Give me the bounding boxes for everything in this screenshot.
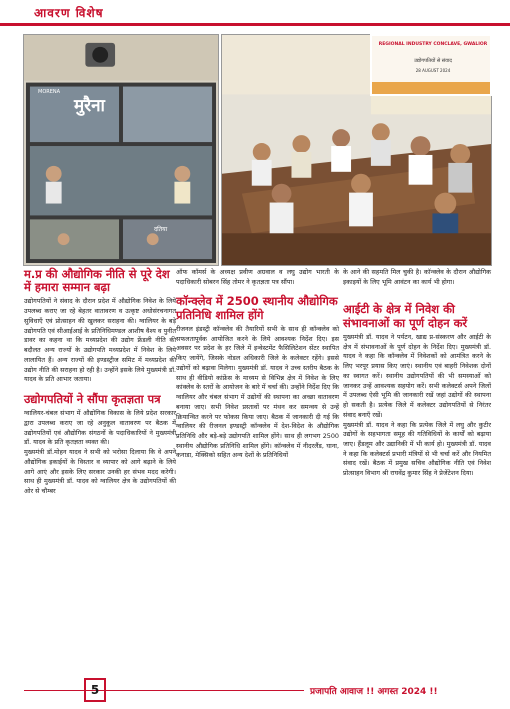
article-column-2 xyxy=(176,268,339,461)
screen-bottom-label: दतिया xyxy=(154,226,168,233)
paragraph-continued: ऑफ कॉमर्स के अध्यक्ष प्रवीण अग्रवाल व लघु उद्योग भारती के पदाधिकारी सोबरन सिंह तोमर ने कृतज्ञता पत्र सौंपा। xyxy=(176,268,339,286)
paragraph-it-investment: मुख्यमंत्री डॉ. यादव ने पर्यटन, खाद्य प्र-संस्करण और आईटी के क्षेत्र में संभावनाओं के पूर्ण दोहन के निर्देश दिए। मुख्यमंत्री डॉ. यादव ने कहा कि कॉन्क्लेव में निवेशकों को आमंत्रित करने के लिए भरपूर प्रयास किए जाएं। स्थानीय एवं बाहरी निवेशक दोनों का स्वागत करें। स्थानीय उद्योगपतियों की भी समस्याओं को जानकर उन्हें आवश्यक सहयोग करें। सभी कलेक्टर्स अपने जिलों में उपलब्ध ऐसी भूमि की जानकारी रखें जहां उद्योगों की स्थापना हो सकती है। प्रत्येक जिले में कलेक्टर उद्योगपतियों से निरंतर संवाद बनाएँ रखें। xyxy=(343,332,491,419)
heading-it-investment: आईटी के क्षेत्र में निवेश की संभावनाओं का पूर्ण दोहन करें xyxy=(343,302,468,330)
screen-city-label: मुरैना xyxy=(74,96,105,116)
paragraph-small-industries: मुख्यमंत्री डॉ. यादव ने कहा कि प्रत्येक जिले में लघु और कुटीर उद्योगों के सहभागता समूह की गतिविधियों के कार्यों को बढ़ाया जाए। हैंडलूम और उद्यानिकी में भी कार्य हो। मुख्यमंत्री डॉ. यादव ने कहा कि कलेक्टर्स प्रभारी मंत्रियों से भी चर्चा करें और नियमित संवाद रखें। बैठक में प्रमुख सचिव औद्योगिक नीति एवं निवेश प्रोत्साहन विभाग श्री राघवेंद्र कुमार सिंह ने प्रेजेंटेशन दिया। xyxy=(343,420,491,478)
paragraph-gratitude-1: ग्वालियर-चंबल संभाग में औद्योगिक विकास के लिये प्रदेश सरकार द्वारा उपलब्ध कराए जा रहे अनुकूल वातावरण पर बैठक में उद्योगपतियों एवं औद्योगिक संगठनों के पदाधिकारियों ने मुख्यमंत्री डॉ. यादव के प्रति कृतज्ञता व्यक्त की। xyxy=(24,409,176,447)
banner-date: 28 AUGUST 2024 xyxy=(415,68,451,73)
heading-gratitude-letter: उद्योगपतियों ने सौंपा कृतज्ञता पत्र xyxy=(24,392,161,407)
conclave-banner-inset xyxy=(370,34,492,96)
banner-stripe xyxy=(372,82,492,94)
paragraph-industrial-policy: उद्योगपतियों ने संवाद के दौरान प्रदेश में औद्योगिक निवेश के लिये उपलब्ध कराए जा रहे बेहतर वातावरण व उत्कृष्ट अधोसंरचनागत सुविधाएँ एवं प्रोत्साहन की खुलकर सराहना की। ग्वालियर के बड़े उद्योगपति एवं सीआईआई के प्रतिनिधिमण्डल आशीष वैश्य व पुनीत डावर का कहना था कि मध्यप्रदेश की उद्योग फ्रेंडली नीति की बदौलत अन्य राज्यों के उद्योगपति मध्यप्रदेश में निवेश के लिये लालायित हैं। अन्य राज्यों की इण्डस्ट्रीज समिट में मध्यप्रदेश की उद्योग नीति की सराहना हो रही है। उन्होंने इसके लिये मुख्यमंत्री डॉ. यादव के प्रति आभार जताया। xyxy=(24,297,176,384)
paragraph-gratitude-2: मुख्यमंत्री डॉ.मोहन यादव ने सभी को भरोसा दिलाया कि वे अपने औद्योगिक इकाईयों के विस्तार व व्यापार को आगे बढ़ाने के लिये आगे आएं और इसके लिए सरकार उनकी हर संभव मदद करेगी। साथ ही मुख्यमंत्री डॉ. यादव को ग्वालियर क्षेत्र के उद्योगपतियों की ओर से चौम्बर xyxy=(24,448,176,496)
banner-subtitle: उद्योगपतियों से संवाद xyxy=(414,58,452,64)
section-header-bar xyxy=(0,0,510,26)
magazine-issue-line: प्रजापति आवाज !! अगस्त 2024 !! xyxy=(310,687,438,697)
banner-title: REGIONAL INDUSTRY CONCLAVE, GWALIOR xyxy=(378,42,488,47)
footer-divider xyxy=(24,690,304,691)
page-number: 5 xyxy=(84,678,106,702)
article-column-1 xyxy=(24,268,176,497)
paragraph-conclave-preparation: रीजनल इंडस्ट्री कॉन्क्लेव की तैयारियों सभी के साथ ही कॉन्क्लेव को सफलतापूर्वक आयोजित करने के लिये आवश्यक निर्देश दिए। इस अवसर पर प्रदेश के हर जिले में इन्वेस्टमेंट फैसिलिटेशन सेंटर स्थापित किए जायेंगे, जिसके नोडल अधिकारी जिले के कलेक्टर रहेंगे। इससे उद्योगों को बढ़ावा मिलेगा। मुख्यमंत्री डॉ. यादव ने उच्च स्तरीय बैठक के साथ ही वीडियो कांफ्रेंस के माध्यम से विभिन्न क्षेत्र में निवेश के लिए कांक्लेव के स्तरों के आयोजन के बारे में चर्चा की। उन्होंने निर्देश दिए कि ग्वालियर और चंबल संभाग में उद्योगों की स्थापना का अच्छा वातावरण बनाया जाए। सभी निवेश प्रस्तावों पर मंथन कर समन्वय से उन्हें क्रियान्वित करने पर फोकस किया जाए। बैठक में जानकारी दी गई कि ग्वालियर की रीजनल इण्डस्ट्री कॉन्क्लेव में देश-विदेश के औद्योगिक प्रतिनिधि और बड़े-बड़े उद्योगपति शामिल होंगे। साथ ही लगभग 2500 स्थानीय औद्योगिक प्रतिनिधि शामिल होंगे। कॉन्क्लेव में नीदरलैंड, घाना, कनाडा, मेक्सिको सहित अन्य देशों के प्रतिनिधियों xyxy=(176,324,339,460)
page-footer xyxy=(0,672,510,709)
article-column-3 xyxy=(343,268,491,479)
heading-industrial-policy: म.प्र की औद्योगिक नीति से पूरे देश में हमारा सम्मान बढ़ा xyxy=(24,267,170,295)
paragraph-continued-2: के आने की सहमति मिल चुकी है। कॉन्क्लेव के दौरान औद्योगिक इकाइयों के लिए भूमि आवंटन का कार्य भी होगा। xyxy=(343,268,491,286)
screen-city-sub: MORENA xyxy=(38,89,61,95)
section-label: आवरण विशेष xyxy=(34,6,104,20)
heading-2500-representatives: कॉन्क्लेव में 2500 स्थानीय औद्योगिक प्रतिनिधि शामिल होंगे xyxy=(176,294,338,322)
video-conference-photo xyxy=(23,34,219,266)
video-conference-image xyxy=(24,35,218,265)
